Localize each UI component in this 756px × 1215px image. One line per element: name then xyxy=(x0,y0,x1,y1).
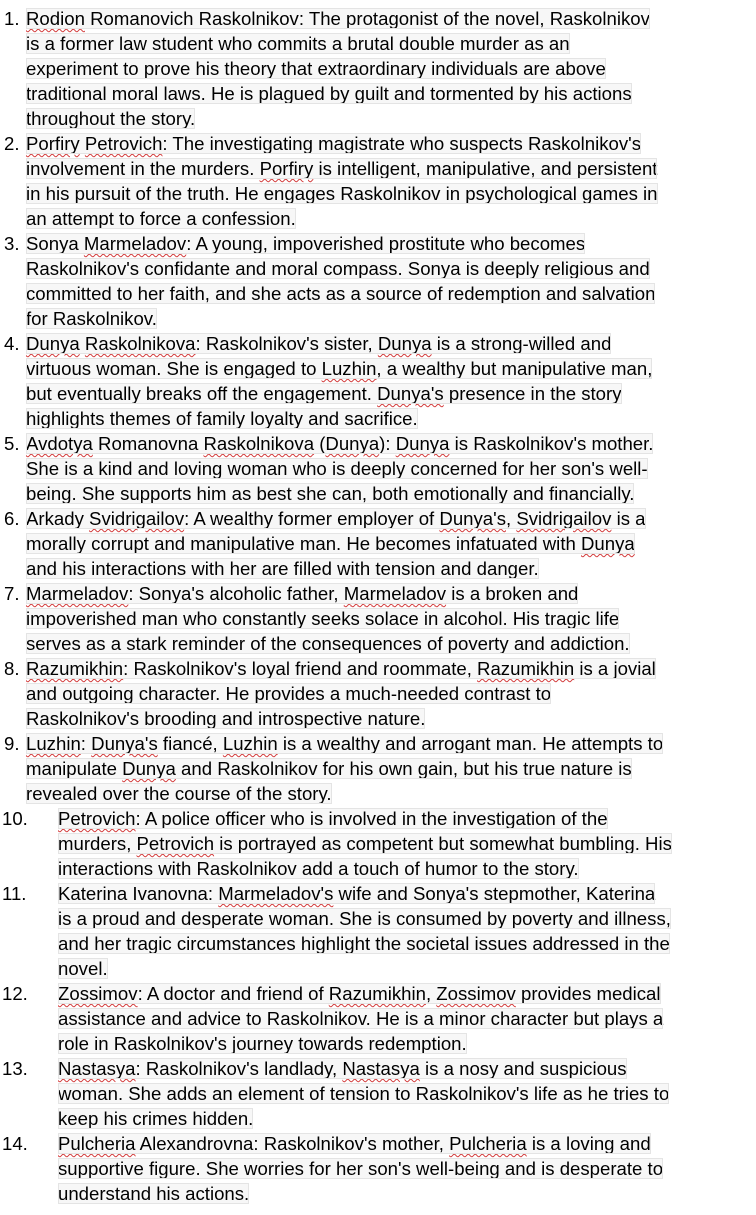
text-line-content: is a former law student who commits a brutal double murder as an xyxy=(26,33,570,54)
text-line-content: Raskolnikov's confidante and moral compass. Sonya is deeply religious and xyxy=(26,258,650,279)
spellcheck-word[interactable]: Svidrigailov xyxy=(516,508,612,529)
list-item-number: 7. xyxy=(4,583,20,604)
spellcheck-word[interactable]: Luzhin xyxy=(321,358,377,379)
list-item-text xyxy=(26,131,756,231)
spellcheck-word[interactable]: Dunya xyxy=(581,533,635,554)
text-line[interactable] xyxy=(26,631,752,656)
text-line[interactable] xyxy=(26,706,752,731)
text-line-content: committed to her faith, and she acts as a source of redemption and salvation xyxy=(26,283,656,304)
list-item-text xyxy=(26,581,756,656)
list-item-text xyxy=(58,881,756,981)
spellcheck-word[interactable]: Avdotya xyxy=(26,433,93,454)
text-line[interactable] xyxy=(58,906,752,931)
spellcheck-word[interactable]: Petrovich xyxy=(136,833,215,854)
text-line[interactable] xyxy=(26,331,752,356)
spellcheck-word[interactable]: Rodion xyxy=(26,8,85,29)
list-item xyxy=(0,806,756,881)
text-line[interactable] xyxy=(26,431,752,456)
text-line-content: assistance and advice to Raskolnikov. He is a minor character but plays a xyxy=(58,1008,664,1029)
list-item-text xyxy=(26,331,756,431)
list-item-text xyxy=(26,506,756,581)
text-line-content: manipulate Dunya and Raskolnikov for his own gain, but his true nature is xyxy=(26,758,632,779)
spellcheck-word[interactable]: Razumikhin xyxy=(477,658,575,679)
text-line[interactable] xyxy=(26,256,752,281)
text-line[interactable] xyxy=(58,1081,752,1106)
list-item xyxy=(0,131,756,231)
list-item-text xyxy=(58,981,756,1056)
list-item-number: 9. xyxy=(4,733,20,754)
text-line[interactable] xyxy=(58,881,752,906)
spellcheck-word[interactable]: Raskolnikova xyxy=(84,333,196,354)
text-line-content: for Raskolnikov. xyxy=(26,308,157,329)
text-line-content: highlights themes of family loyalty and sacrifice. xyxy=(26,408,418,429)
spellcheck-word[interactable]: Dunya's xyxy=(91,733,158,754)
text-line[interactable] xyxy=(26,481,752,506)
text-line-content: role in Raskolnikov's journey towards redemption. xyxy=(58,1033,467,1054)
list-item xyxy=(0,1131,756,1206)
text-line-content: and his interactions with her are filled with tension and danger. xyxy=(26,558,539,579)
text-line[interactable] xyxy=(26,131,752,156)
text-line-content: understand his actions. xyxy=(58,1183,250,1204)
list-item xyxy=(0,231,756,331)
list-item-number: 8. xyxy=(4,658,20,679)
list-item xyxy=(0,506,756,581)
spellcheck-word[interactable]: Petrovich xyxy=(84,133,163,154)
text-line-content: She is a kind and loving woman who is deeply concerned for her son's well- xyxy=(26,458,648,479)
list-item xyxy=(0,881,756,981)
text-line[interactable] xyxy=(26,556,752,581)
text-line[interactable] xyxy=(58,931,752,956)
text-line[interactable] xyxy=(26,506,752,531)
text-line[interactable] xyxy=(26,281,752,306)
text-line[interactable] xyxy=(26,381,752,406)
text-line[interactable] xyxy=(26,106,752,131)
text-line-content: murders, Petrovich is portrayed as competent but somewhat bumbling. His xyxy=(58,833,672,854)
text-line-content: virtuous woman. She is engaged to Luzhin, a wealthy but manipulative man, xyxy=(26,358,653,379)
text-line[interactable] xyxy=(58,981,752,1006)
text-line[interactable] xyxy=(58,1006,752,1031)
text-line[interactable] xyxy=(26,531,752,556)
spellcheck-word[interactable]: Dunya xyxy=(122,758,176,779)
text-line-content: Porfiry Petrovich: The investigating magistrate who suspects Raskolnikov's xyxy=(26,133,642,154)
spellcheck-word[interactable]: Marmeladov xyxy=(26,583,129,604)
list-item xyxy=(0,1056,756,1131)
spellcheck-word[interactable]: Luzhin xyxy=(222,733,278,754)
text-line[interactable] xyxy=(26,731,752,756)
text-line[interactable] xyxy=(58,1131,752,1156)
text-line-content: Petrovich: A police officer who is involved in the investigation of the xyxy=(58,808,608,829)
text-line[interactable] xyxy=(26,231,752,256)
text-line-content: morally corrupt and manipulative man. He becomes infatuated with Dunya xyxy=(26,533,635,554)
text-line[interactable] xyxy=(58,1106,752,1131)
text-line[interactable] xyxy=(58,806,752,831)
list-item xyxy=(0,656,756,731)
text-line[interactable] xyxy=(58,1056,752,1081)
spellcheck-word[interactable]: Luzhin xyxy=(26,733,81,754)
text-line-content: and outgoing character. He provides a much-needed contrast to xyxy=(26,683,552,704)
text-line-content: Katerina Ivanovna: Marmeladov's wife and Sonya's stepmother, Katerina xyxy=(58,883,656,904)
spellcheck-word[interactable]: Petrovich xyxy=(58,808,136,829)
text-line-content: keep his crimes hidden. xyxy=(58,1108,254,1129)
list-item-text xyxy=(26,231,756,331)
spellcheck-word[interactable]: Nastasya xyxy=(342,1058,420,1079)
text-line[interactable] xyxy=(26,81,752,106)
text-line[interactable] xyxy=(26,406,752,431)
list-item-text xyxy=(26,431,756,506)
text-line-content: and her tragic circumstances highlight the societal issues addressed in the xyxy=(58,933,670,954)
text-line-content: Arkady Svidrigailov: A wealthy former employer of Dunya's, Svidrigailov is a xyxy=(26,508,646,529)
text-line[interactable] xyxy=(58,831,752,856)
text-line-content: traditional moral laws. He is plagued by guilt and tormented by his actions xyxy=(26,83,632,104)
text-line[interactable] xyxy=(26,781,752,806)
spellcheck-word[interactable]: Zossimov xyxy=(436,983,516,1004)
spellcheck-word[interactable]: Porfiry xyxy=(26,133,80,154)
text-line-content: Rodion Romanovich Raskolnikov: The protagonist of the novel, Raskolnikov xyxy=(26,8,650,29)
list-item xyxy=(0,581,756,656)
text-line[interactable] xyxy=(26,756,752,781)
text-line[interactable] xyxy=(26,31,752,56)
text-line-content: involvement in the murders. Porfiry is intelligent, manipulative, and persistent xyxy=(26,158,658,179)
text-line-content: Pulcheria Alexandrovna: Raskolnikov's mother, Pulcheria is a loving and xyxy=(58,1133,651,1154)
spellcheck-word[interactable]: Dunya's xyxy=(377,383,444,404)
list-item-number: 6. xyxy=(4,508,20,529)
text-line-content: throughout the story. xyxy=(26,108,196,129)
text-line-content: but eventually breaks off the engagement. Dunya's presence in the story xyxy=(26,383,622,404)
spellcheck-word[interactable]: Razumikhin xyxy=(26,658,124,679)
text-line-content: Marmeladov: Sonya's alcoholic father, Marmeladov is a broken and xyxy=(26,583,579,604)
list-item-number: 14. xyxy=(2,1133,28,1154)
text-line-content: Sonya Marmeladov: A young, impoverished prostitute who becomes xyxy=(26,233,586,254)
text-line[interactable] xyxy=(26,6,752,31)
text-line[interactable] xyxy=(58,1156,752,1181)
spellcheck-word[interactable]: Marmeladov's xyxy=(218,883,334,904)
spellcheck-word[interactable]: Porfiry xyxy=(259,158,314,179)
spellcheck-word[interactable]: Dunya xyxy=(325,433,380,454)
spellcheck-word[interactable]: Dunya xyxy=(395,433,450,454)
text-line-content: Dunya Raskolnikova: Raskolnikov's sister, Dunya is a strong-willed and xyxy=(26,333,612,354)
spellcheck-word[interactable]: Pulcheria xyxy=(449,1133,527,1154)
list-item-number: 11. xyxy=(2,883,27,904)
text-line-content: experiment to prove his theory that extraordinary individuals are above xyxy=(26,58,606,79)
text-line-content: an attempt to force a confession. xyxy=(26,208,296,229)
text-line-content: woman. She adds an element of tension to Raskolnikov's life as he tries to xyxy=(58,1083,670,1104)
spellcheck-word[interactable]: Dunya xyxy=(377,333,432,354)
spellcheck-word[interactable]: Dunya xyxy=(26,333,80,354)
list-item-number: 5. xyxy=(4,433,20,454)
text-line[interactable] xyxy=(26,206,752,231)
spellcheck-word[interactable]: Nastasya xyxy=(58,1058,136,1079)
text-line[interactable] xyxy=(26,56,752,81)
text-line[interactable] xyxy=(26,181,752,206)
spellcheck-word[interactable]: Zossimov xyxy=(58,983,138,1004)
list-item-number: 2. xyxy=(4,133,20,154)
text-line-content: Raskolnikov's brooding and introspective nature. xyxy=(26,708,426,729)
text-line-content: supportive figure. She worries for her son's well-being and is desperate to xyxy=(58,1158,664,1179)
text-line[interactable] xyxy=(26,156,752,181)
text-line-content: being. She supports him as best she can, both emotionally and financially. xyxy=(26,483,635,504)
text-line-content: Luzhin: Dunya's fiancé, Luzhin is a wealthy and arrogant man. He attempts to xyxy=(26,733,664,754)
list-item-number: 13. xyxy=(2,1058,28,1079)
list-item xyxy=(0,6,756,131)
text-line[interactable] xyxy=(58,1031,752,1056)
text-line-content: revealed over the course of the story. xyxy=(26,783,332,804)
text-line[interactable] xyxy=(26,681,752,706)
list-item-text xyxy=(26,656,756,731)
list-item-text xyxy=(26,6,756,131)
list-item-text xyxy=(58,1131,756,1206)
spellcheck-word[interactable]: Razumikhin xyxy=(328,983,426,1004)
spellcheck-word[interactable]: Marmeladov xyxy=(343,583,447,604)
text-line-content: in his pursuit of the truth. He engages Raskolnikov in psychological games in xyxy=(26,183,658,204)
list-item xyxy=(0,331,756,431)
text-line-content: Nastasya: Raskolnikov's landlady, Nastasya is a nosy and suspicious xyxy=(58,1058,627,1079)
text-line[interactable] xyxy=(26,581,752,606)
text-line[interactable] xyxy=(58,856,752,881)
list-item-text xyxy=(26,731,756,806)
spellcheck-word[interactable]: Raskolnikova xyxy=(203,433,315,454)
list-item-number: 4. xyxy=(4,333,20,354)
text-line-content: Razumikhin: Raskolnikov's loyal friend and roommate, Razumikhin is a jovial xyxy=(26,658,656,679)
text-line[interactable] xyxy=(58,956,752,981)
text-line[interactable] xyxy=(26,606,752,631)
document-body xyxy=(0,6,756,1206)
list-item-number: 10. xyxy=(2,808,28,829)
list-item xyxy=(0,731,756,806)
list-item-number: 1. xyxy=(4,8,20,29)
list-item-number: 12. xyxy=(2,983,28,1004)
list-item-text xyxy=(58,806,756,881)
text-line-content: is a proud and desperate woman. She is consumed by poverty and illness, xyxy=(58,908,671,929)
list-item xyxy=(0,431,756,506)
text-line[interactable] xyxy=(26,356,752,381)
text-line-content: Zossimov: A doctor and friend of Razumikhin, Zossimov provides medical xyxy=(58,983,661,1004)
text-line[interactable] xyxy=(26,456,752,481)
list-item xyxy=(0,981,756,1056)
spellcheck-word[interactable]: Dunya's xyxy=(439,508,506,529)
spellcheck-word[interactable]: Pulcheria xyxy=(58,1133,136,1154)
list-item-number: 3. xyxy=(4,233,20,254)
text-line[interactable] xyxy=(58,1181,752,1206)
text-line-content: interactions with Raskolnikov add a touch of humor to the story. xyxy=(58,858,579,879)
spellcheck-word[interactable]: Marmeladov xyxy=(83,233,187,254)
text-line-content: Avdotya Romanovna Raskolnikova (Dunya): Dunya is Raskolnikov's mother. xyxy=(26,433,654,454)
text-line-content: serves as a stark reminder of the consequences of poverty and addiction. xyxy=(26,633,630,654)
text-line-content: impoverished man who constantly seeks solace in alcohol. His tragic life xyxy=(26,608,620,629)
list-item-text xyxy=(58,1056,756,1131)
text-line-content: novel. xyxy=(58,958,108,979)
text-line[interactable] xyxy=(26,306,752,331)
spellcheck-word[interactable]: Svidrigailov xyxy=(89,508,185,529)
text-line[interactable] xyxy=(26,656,752,681)
